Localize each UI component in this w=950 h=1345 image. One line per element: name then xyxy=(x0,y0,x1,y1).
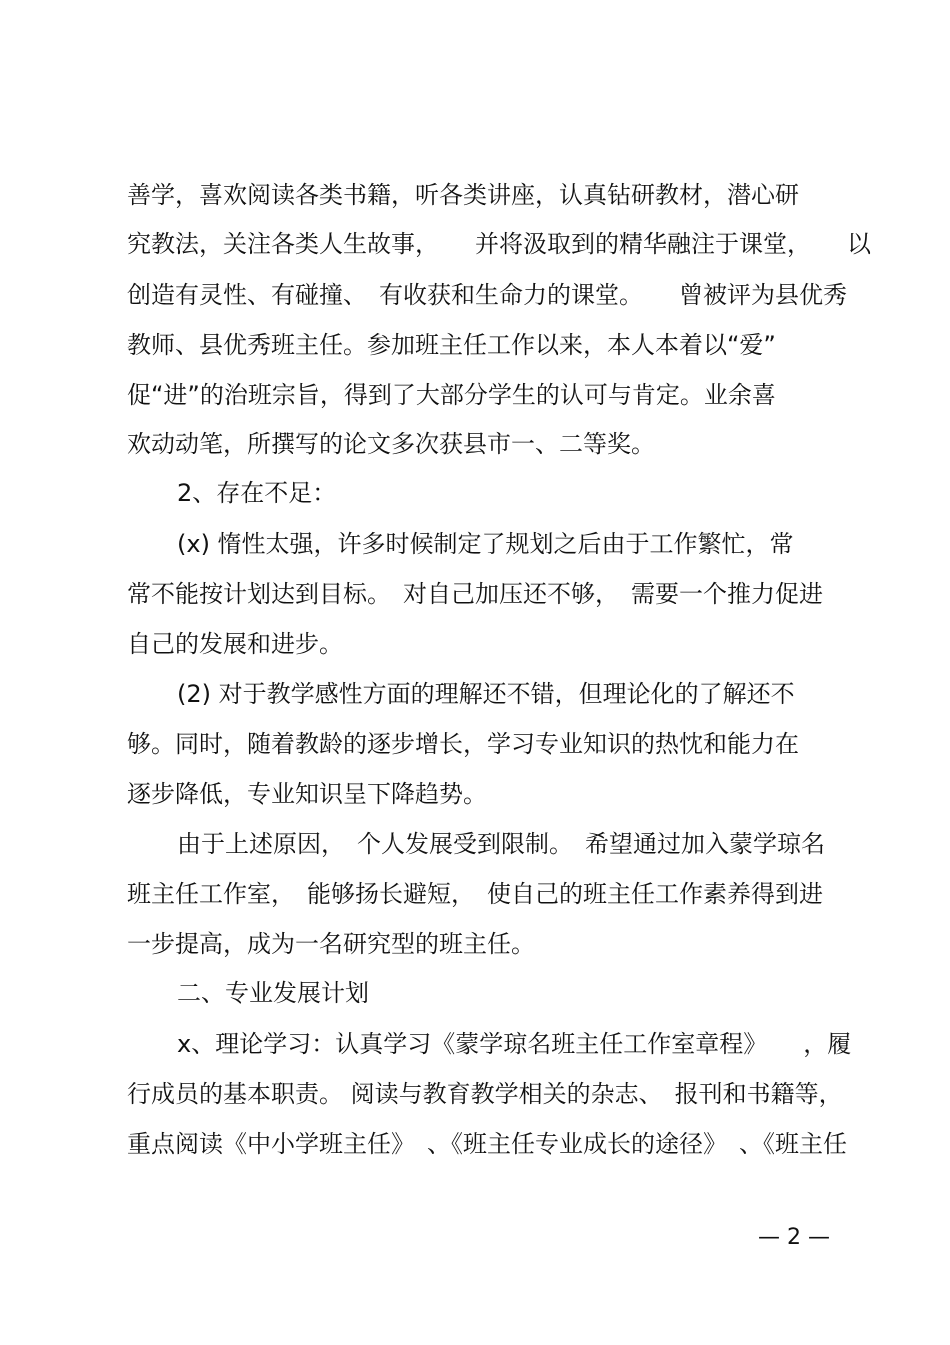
text-line: 创造有灵性、有碰撞、 有收获和生命力的课堂。 曾被评为县优秀 xyxy=(127,281,847,309)
section-heading: 2、存在不足： xyxy=(177,479,337,507)
text-line: 班主任工作室， 能够扬长避短， 使自己的班主任工作素养得到进 xyxy=(127,880,823,908)
text-line: 教师、县优秀班主任。参加班主任工作以来，本人本着以“爱” xyxy=(127,331,776,359)
text-line: 究教法，关注各类人生故事， 并将汲取到的精华融注于课堂， 以 xyxy=(127,230,871,258)
page-number: — 2 — xyxy=(758,1225,830,1250)
text-line: 行成员的基本职责。 阅读与教育教学相关的杂志、 报刊和书籍等， xyxy=(127,1080,843,1108)
text-line: x、理论学习：认真学习《蒙学琼名班主任工作室章程》 ，履 xyxy=(177,1030,852,1058)
text-line: 常不能按计划达到目标。 对自己加压还不够， 需要一个推力促进 xyxy=(127,580,823,608)
text-line: 逐步降低，专业知识呈下降趋势。 xyxy=(127,780,487,808)
section-heading: 二、专业发展计划 xyxy=(177,979,369,1007)
text-line: 一步提高，成为一名研究型的班主任。 xyxy=(127,930,535,958)
text-line: 重点阅读《中小学班主任》 、《班主任专业成长的途径》 、《班主任 xyxy=(127,1130,847,1158)
text-line: (2) 对于教学感性方面的理解还不错，但理论化的了解还不 xyxy=(177,680,795,708)
text-line: 善学，喜欢阅读各类书籍，听各类讲座，认真钻研教材，潜心研 xyxy=(127,181,799,209)
text-line: 由于上述原因， 个人发展受到限制。 希望通过加入蒙学琼名 xyxy=(177,830,825,858)
text-line: (x) 惰性太强，许多时候制定了规划之后由于工作繁忙，常 xyxy=(177,530,794,558)
text-line: 促“进”的治班宗旨，得到了大部分学生的认可与肯定。业余喜 xyxy=(127,381,776,409)
text-line: 自己的发展和进步。 xyxy=(127,630,343,658)
text-line: 欢动动笔，所撰写的论文多次获县市一、二等奖。 xyxy=(127,430,655,458)
text-line: 够。同时，随着教龄的逐步增长，学习专业知识的热忱和能力在 xyxy=(127,730,799,758)
